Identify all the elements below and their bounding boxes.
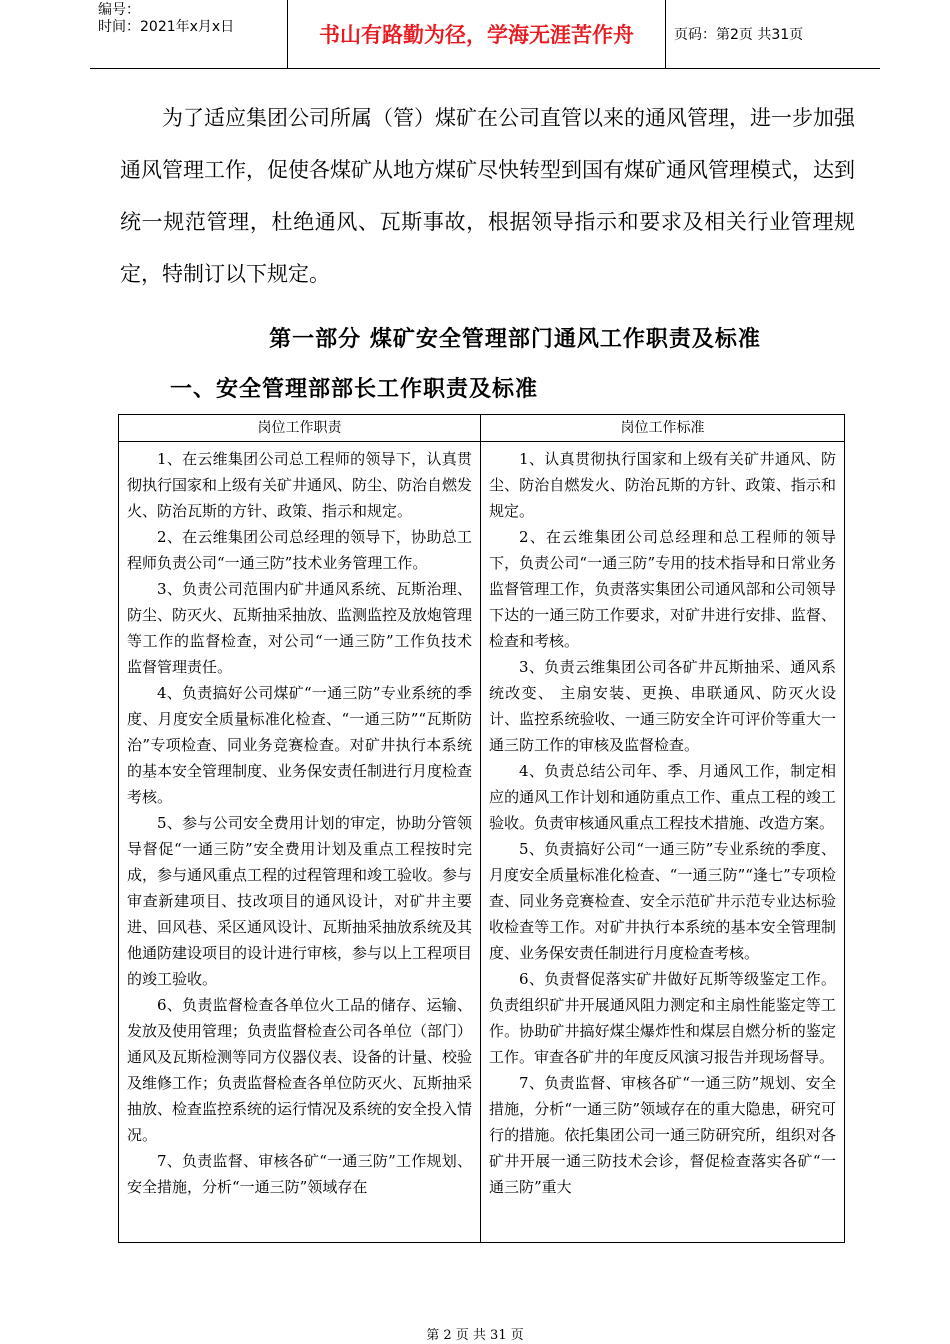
- table-header-row: [119, 415, 845, 442]
- duty-item: 7、负责监督、审核各矿“一通三防”工作规划、安全措施，分析“一通三防”领域存在: [127, 1152, 472, 1196]
- standard-item: 7、负责监督、审核各矿“一通三防”规划、安全措施，分析“一通三防”领域存在的重大隐患，研究可行的措施。依托集团公司一通三防研究所，组织对各矿井开展一通三防技术会诊，督促检查落实各矿“一通三防”重大: [489, 1074, 836, 1196]
- header-motto: 书山有路勤为径，学海无涯苦作舟: [288, 0, 666, 68]
- part-title: 第一部分 煤矿安全管理部门通风工作职责及标准: [269, 326, 761, 352]
- header-page-number: 页码：第2页 共31页: [674, 27, 804, 43]
- standard-item: 3、负责云维集团公司各矿井瓦斯抽采、通风系统改变、 主扇安装、更换、串联通风、防灭火设计、监控系统验收、一通三防安全许可评价等重大一通三防工作的审核及监督检查。: [489, 658, 836, 754]
- section-title: 一、安全管理部部长工作职责及标准: [170, 376, 539, 402]
- duty-standard-table: [118, 414, 845, 1243]
- standards-cell: [481, 442, 845, 1243]
- intro-paragraph: [120, 92, 855, 300]
- duty-item: 5、参与公司安全费用计划的审定，协助分管领导督促“一通三防”安全费用计划及重点工程按时完成，参与通风重点工程的过程管理和竣工验收。参与审查新建项目、技改项目的通风设计，对矿井主要进、回风巷、采区通风设计、瓦斯抽采抽放系统及其他通防建设项目的设计进行审核，参与以上工程项目的竣工验收。: [127, 814, 472, 988]
- document-time-label: 时间：2021年x月x日: [98, 19, 235, 35]
- duty-item: 6、负责监督检查各单位火工品的储存、运输、发放及使用管理；负责监督检查公司各单位（部门）通风及瓦斯检测等同方仪器仪表、设备的计量、校验及维修工作；负责监督检查各单位防灭火、瓦斯抽采抽放、检查监控系统的运行情况及系统的安全投入情况。: [127, 996, 472, 1144]
- page-footer: 第 2 页 共 31 页: [426, 1328, 524, 1343]
- page-header: [90, 0, 880, 69]
- duty-item: 4、负责搞好公司煤矿“一通三防”专业系统的季度、月度安全质量标准化检查、“一通三防”“瓦斯防治”专项检查、同业务竞赛检查。对矿井执行本系统的基本安全管理制度、业务保安责任制进行月度检查考核。: [127, 684, 472, 806]
- standard-item: 6、负责督促落实矿井做好瓦斯等级鉴定工作。负责组织矿井开展通风阻力测定和主扇性能鉴定等工作。协助矿井搞好煤尘爆炸性和煤层自燃分析的鉴定工作。审查各矿井的年度反风演习报告并现场督导。: [489, 970, 836, 1066]
- standards-column-header: 岗位工作标准: [481, 415, 845, 442]
- document-number-label: 编号：: [98, 2, 140, 18]
- duty-item: 1、在云维集团公司总工程师的领导下，认真贯彻执行国家和上级有关矿井通风、防尘、防治自燃发火、防治瓦斯的方针、政策、指示和规定。: [127, 450, 472, 520]
- header-meta: [90, 0, 288, 68]
- standard-item: 2、在云维集团公司总经理和总工程师的领导下，负责公司“一通三防”专用的技术指导和日常业务监督管理工作，负责落实集团公司通风部和公司领导下达的一通三防工作要求，对矿井进行安排、监督、检查和考核。: [489, 528, 836, 650]
- duties-column-header: 岗位工作职责: [119, 415, 481, 442]
- duties-cell: [119, 442, 481, 1243]
- standard-item: 1、认真贯彻执行国家和上级有关矿井通风、防尘、防治自燃发火、防治瓦斯的方针、政策、指示和规定。: [489, 450, 836, 520]
- duty-item: 2、在云维集团公司总经理的领导下，协助总工程师负责公司“一通三防”技术业务管理工作。: [127, 528, 472, 572]
- standard-item: 5、负责搞好公司“一通三防”专业系统的季度、月度安全质量标准化检查、“一通三防”“逢七”专项检查、同业务竞赛检查、安全示范矿井示范专业达标验收检查等工作。对矿井执行本系统的基本安全管理制度、业务保安责任制进行月度检查考核。: [489, 840, 836, 962]
- intro-text: 为了适应集团公司所属（管）煤矿在公司直管以来的通风管理，进一步加强通风管理工作，促使各煤矿从地方煤矿尽快转型到国有煤矿通风管理模式，达到统一规范管理，杜绝通风、瓦斯事故，根据领导指示和要求及相关行业管理规定，特制订以下规定。: [120, 106, 855, 286]
- standard-item: 4、负责总结公司年、季、月通风工作，制定相应的通风工作计划和通防重点工作、重点工程的竣工验收。负责审核通风重点工程技术措施、改造方案。: [489, 762, 836, 832]
- duty-item: 3、负责公司范围内矿井通风系统、瓦斯治理、防尘、防灭火、瓦斯抽采抽放、监测监控及放炮管理等工作的监督检查，对公司“一通三防”工作负技术监督管理责任。: [127, 580, 472, 676]
- table-row: [119, 442, 845, 1243]
